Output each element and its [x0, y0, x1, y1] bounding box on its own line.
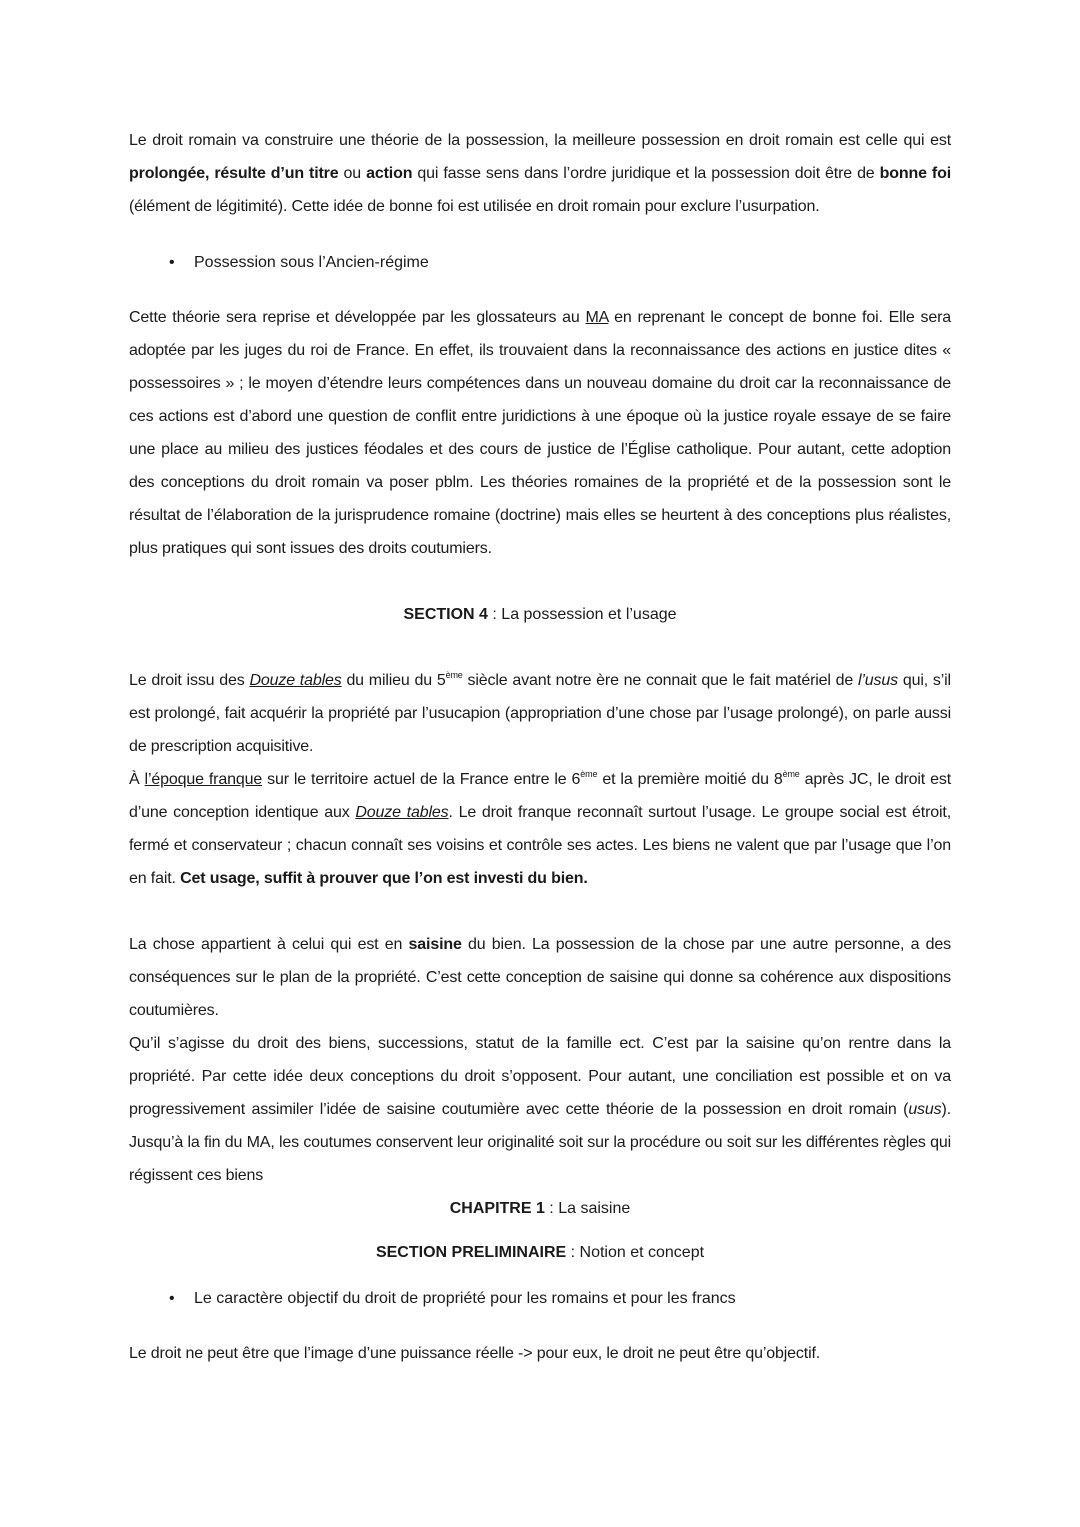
paragraph-saisine: La chose appartient à celui qui est en saisine du bien. La possession de la chose par une autre personne, a des conséquences sur le plan de la propriété. C’est cette conception de saisine qui donne sa cohérence aux dispositions coutumières. [129, 936, 951, 1019]
bullet-icon: • [169, 254, 175, 271]
italic-underlined-term: Douze tables [355, 804, 449, 821]
paragraph-epoque-franque: À l’époque franque sur le territoire actuel de la France entre le 6ème et la première moitié du 8ème après JC, le droit est d’une conception identique aux Douze tables. Le droit franque reconnaît surtout l’usage. Le groupe social est étroit, fermé et conservateur ; chacun connaît ses voisins et contrôle ses actes. Les biens ne valent que par l’usage que l’on en fait. Cet usage, suffit à prouver que l’on est investi du bien. [129, 769, 951, 887]
underlined-term: MA [585, 309, 609, 326]
underlined-term: l’époque franque [144, 771, 263, 788]
bold-term: bonne foi [879, 165, 952, 182]
bold-term: action [366, 165, 413, 182]
bold-term: saisine [408, 936, 462, 953]
bold-term: prolongée, résulte d’un titre [129, 165, 339, 182]
paragraph-ancien-regime: Cette théorie sera reprise et développée par les glossateurs au MA en reprenant le concept de bonne foi. Elle sera adoptée par les juges du roi de France. En effet, ils trouvaient dans la reconnaissance des actions en justice dites « possessoires » ; le moyen d’étendre leurs compétences dans un nouveau domaine du droit car la reconnaissance de ces actions est d’abord une question de conflit entre juridictions à une époque où la justice royale essaye de se faire une place au milieu des justices féodales et des cours de justice de l’Église catholique. Pour autant, cette adoption des conceptions du droit romain va poser pblm. Les théories romaines de la propriété et de la possession sont le résultat de l’élaboration de la jurisprudence romaine (doctrine) mais elles se heurtent à des conceptions plus réalistes, plus pratiques qui sont issues des droits coutumiers. [129, 309, 951, 557]
italic-underlined-term: Douze tables [249, 672, 342, 689]
bold-sentence: Cet usage, suffit à prouver que l’on est investi du bien. [180, 870, 588, 887]
section-heading: SECTION PRELIMINAIRE : Notion et concept [375, 1244, 705, 1261]
chapter-heading: CHAPITRE 1 : La saisine [449, 1200, 631, 1217]
italic-term: l’usus [858, 672, 899, 689]
paragraph-conciliation: Qu’il s’agisse du droit des biens, successions, statut de la famille ect. C’est par la saisine qu’on rentre dans la propriété. Par cette idée deux conceptions du droit s’opposent. Pour autant, une conciliation est possible et on va progressivement assimiler l’idée de saisine coutumière avec cette théorie de la possession en droit romain (usus). Jusqu’à la fin du MA, les coutumes conservent leur originalité soit sur la procédure ou soit sur les différentes règles qui régissent ces biens [129, 1035, 951, 1184]
paragraph-douze-tables: Le droit issu des Douze tables du milieu du 5ème siècle avant notre ère ne connait que le fait matériel de l’usus qui, s’il est prolongé, fait acquérir la propriété par l’usucapion (appropriation d’une chose par l’usage prolongé), on parle aussi de prescription acquisitive. [129, 670, 951, 755]
document-page [129, 124, 951, 1370]
bullet-item: • Possession sous l’Ancien-régime [129, 246, 951, 279]
bullet-icon: • [169, 1290, 175, 1307]
paragraph-droit-objectif: Le droit ne peut être que l’image d’une puissance réelle -> pour eux, le droit ne peut être qu’objectif. [129, 1345, 821, 1362]
italic-term: usus [908, 1101, 942, 1118]
section-heading: SECTION 4 : La possession et l’usage [403, 606, 677, 623]
paragraph-roman-possession: Le droit romain va construire une théorie de la possession, la meilleure possession en droit romain est celle qui est prolongée, résulte d’un titre ou action qui fasse sens dans l’ordre juridique et la possession doit être de bonne foi (élément de légitimité). Cette idée de bonne foi est utilisée en droit romain pour exclure l’usurpation. [129, 132, 952, 215]
bullet-item: • Le caractère objectif du droit de propriété pour les romains et pour les francs [129, 1282, 951, 1315]
